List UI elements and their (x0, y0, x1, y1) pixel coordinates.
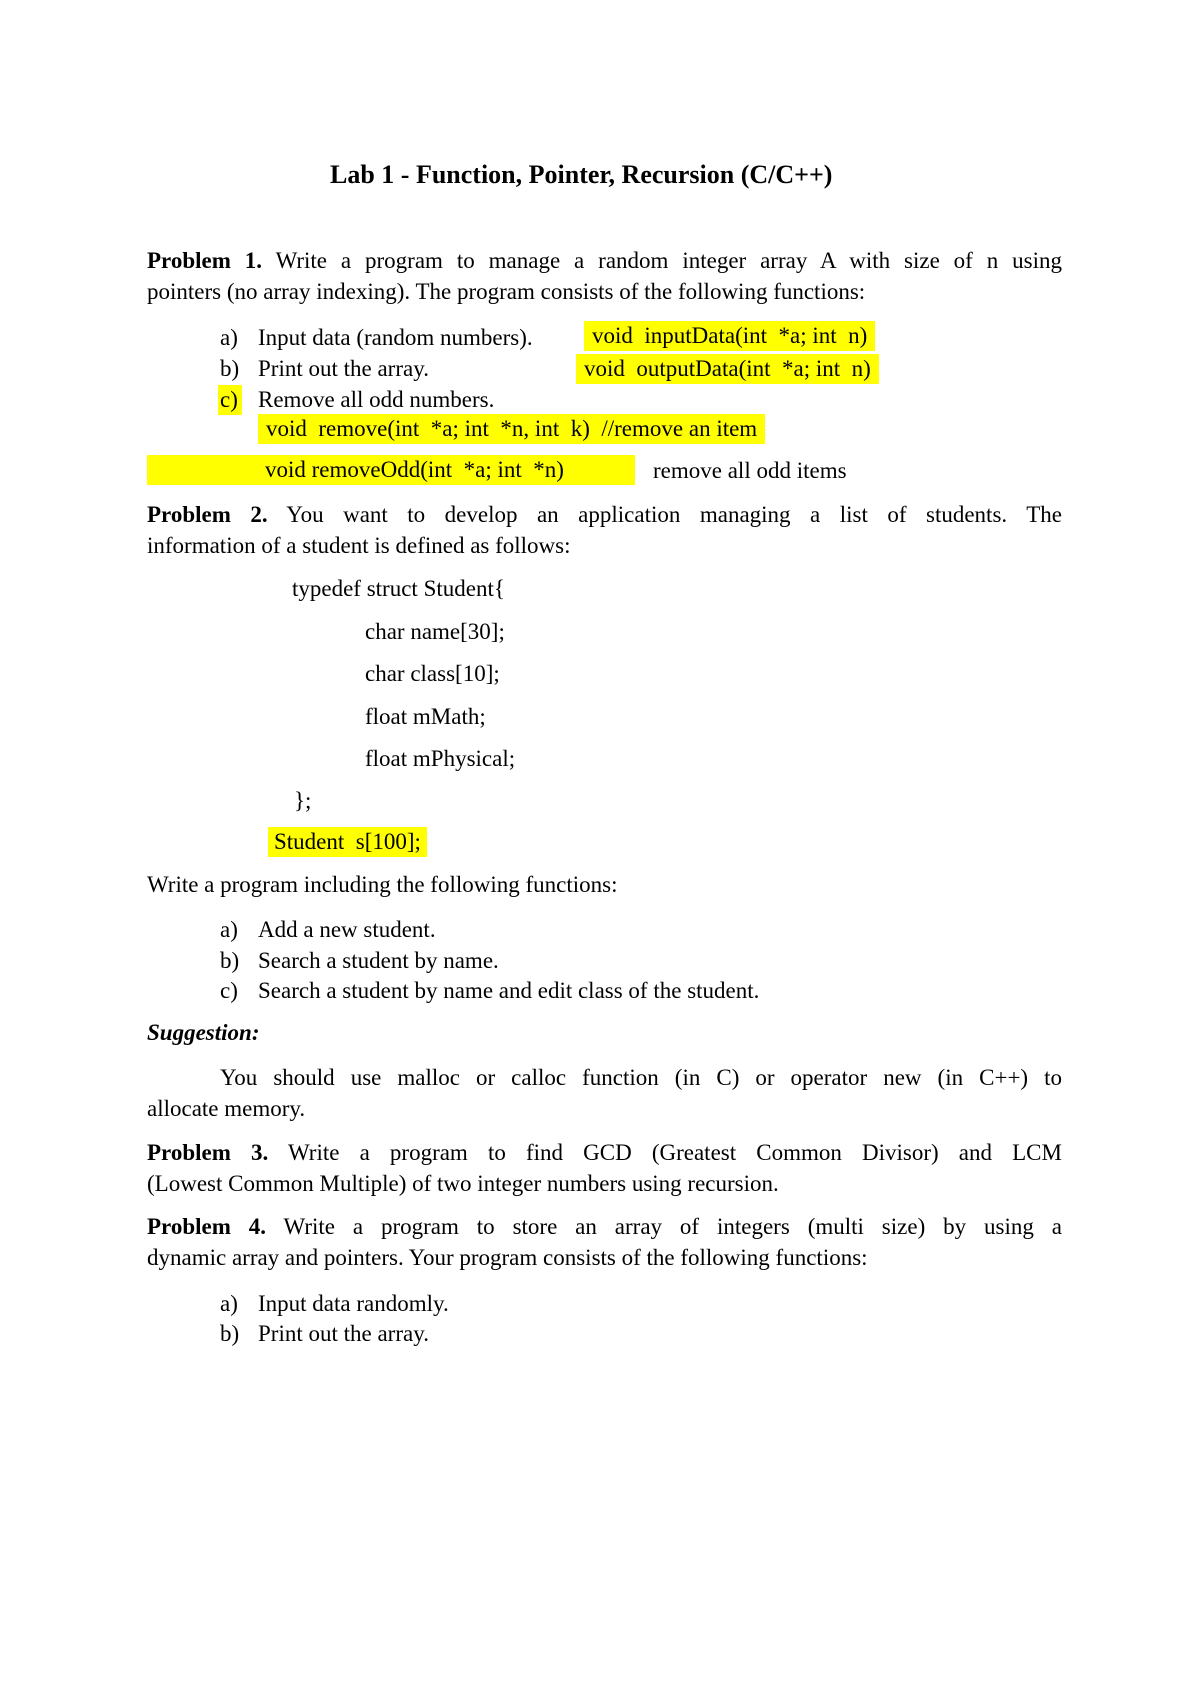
problem1-item-c-marker: c) (218, 385, 242, 415)
struct-open: typedef struct Student{ (292, 576, 505, 601)
problem1-item-b-text: Print out the array. (258, 356, 429, 381)
problem2-line1 (147, 500, 1062, 530)
problem4-line1 (147, 1212, 1062, 1242)
problem1-item-c-text: Remove all odd numbers. (258, 387, 495, 412)
problem2-item-c-text: Search a student by name and edit class of the student. (258, 978, 760, 1003)
suggestion-line1: You should use malloc or calloc function (in C) or operator new (in C++) to (220, 1065, 1062, 1090)
struct-field-class: char class[10]; (365, 661, 500, 686)
struct-field-math: float mMath; (365, 704, 486, 729)
problem1-code-remove-odd-text: void removeOdd(int *a; int *n) (265, 457, 564, 482)
struct-field-physical: float mPhysical; (365, 746, 516, 771)
problem3-text-line1: Write a program to find GCD (Greatest Common Divisor) and LCM (288, 1140, 1062, 1165)
problem2-text-line1: You want to develop an application managing a list of students. The (286, 502, 1062, 527)
problem1-remove-odd-comment: remove all odd items (653, 458, 847, 483)
suggestion-label: Suggestion: (147, 1020, 260, 1045)
problem4-line2: dynamic array and pointers. Your program consists of the following functions: (147, 1245, 868, 1270)
problem2-item-a-text: Add a new student. (258, 917, 436, 942)
student-decl: Student s[100]; (268, 827, 427, 857)
problem2-line2: information of a student is defined as follows: (147, 533, 571, 558)
problem1-code-remove: void remove(int *a; int *n, int k) //remove an item (258, 414, 765, 444)
problem3-label: Problem 3. (147, 1140, 269, 1165)
problem4-item-b-text: Print out the array. (258, 1321, 429, 1346)
problem4-item-a-text: Input data randomly. (258, 1291, 449, 1316)
problem1-item-a-code: void inputData(int *a; int n) (584, 321, 875, 351)
problem4-text-line1: Write a program to store an array of integers (multi size) by using a (283, 1214, 1062, 1239)
problem1-item-a-marker: a) (220, 325, 238, 350)
problem2-item-c-marker: c) (220, 978, 238, 1003)
problem1-item-a-text: Input data (random numbers). (258, 325, 533, 350)
problem1-item-b-marker: b) (220, 356, 240, 381)
problem4-label: Problem 4. (147, 1214, 267, 1239)
problem1-text-line1: Write a program to manage a random integer array A with size of n using (275, 248, 1062, 273)
page-title: Lab 1 - Function, Pointer, Recursion (C/C++) (330, 160, 833, 189)
problem1-code-remove-odd (147, 455, 635, 485)
problem2-item-a-marker: a) (220, 917, 238, 942)
problem3-line2: (Lowest Common Multiple) of two integer numbers using recursion. (147, 1171, 779, 1196)
problem1-item-b-code: void outputData(int *a; int n) (576, 354, 879, 384)
problem1-label: Problem 1. (147, 248, 263, 273)
problem2-label: Problem 2. (147, 502, 268, 527)
suggestion-line2: allocate memory. (147, 1096, 306, 1121)
problem2-intro: Write a program including the following functions: (147, 872, 618, 897)
problem1-line2: pointers (no array indexing). The program consists of the following functions: (147, 279, 866, 304)
struct-close: }; (294, 788, 312, 813)
problem4-item-b-marker: b) (220, 1321, 240, 1346)
problem4-item-a-marker: a) (220, 1291, 238, 1316)
problem3-line1 (147, 1138, 1062, 1168)
struct-field-name: char name[30]; (365, 619, 505, 644)
problem2-item-b-marker: b) (220, 948, 240, 973)
problem1-line1 (147, 246, 1062, 276)
problem2-item-b-text: Search a student by name. (258, 948, 499, 973)
